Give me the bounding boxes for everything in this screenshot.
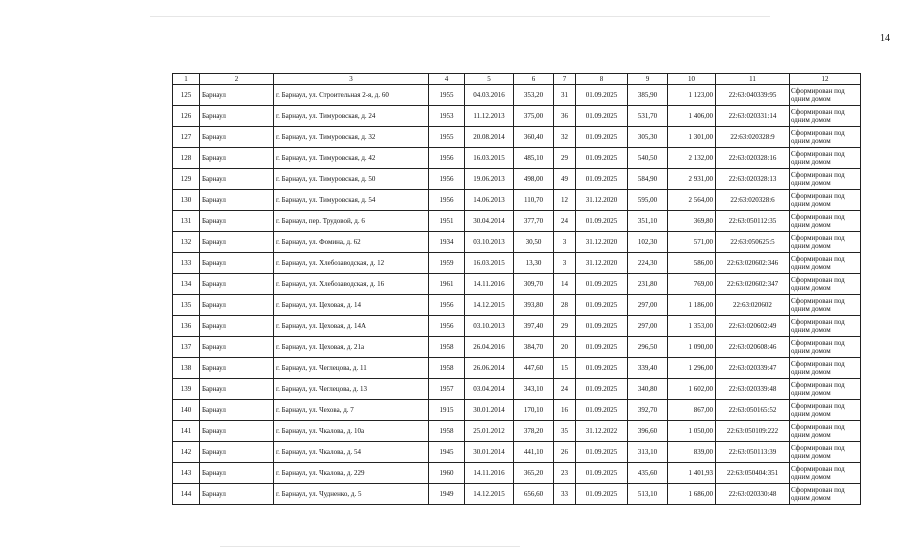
cell-row-number: 137 [173, 337, 200, 358]
cell-note: Сформирован под одним домом [790, 232, 861, 253]
cell-row-number: 129 [173, 169, 200, 190]
cell-date: 30.04.2014 [465, 211, 514, 232]
cell-address: г. Барнаул, ул. Чкалова, д. 54 [274, 442, 429, 463]
table-row [173, 148, 861, 169]
cell-note: Сформирован под одним домом [790, 400, 861, 421]
table-row [173, 316, 861, 337]
cell-deadline: 01.09.2025 [576, 484, 628, 505]
cell-deadline: 01.09.2025 [576, 274, 628, 295]
cell-area-2: 313,10 [628, 442, 668, 463]
cell-land-area: 1 296,00 [668, 358, 716, 379]
table-row [173, 484, 861, 505]
cell-settlement: Барнаул [200, 337, 274, 358]
cell-area: 485,10 [514, 148, 554, 169]
cell-deadline: 01.09.2025 [576, 169, 628, 190]
cell-cadastral-number: 22:63:020328:6 [716, 190, 790, 211]
table-row [173, 400, 861, 421]
page-number: 14 [880, 33, 890, 44]
cell-settlement: Барнаул [200, 127, 274, 148]
cell-deadline: 01.09.2025 [576, 463, 628, 484]
cell-row-number: 139 [173, 379, 200, 400]
cell-deadline: 01.09.2025 [576, 85, 628, 106]
cell-settlement: Барнаул [200, 400, 274, 421]
cell-row-number: 141 [173, 421, 200, 442]
cell-settlement: Барнаул [200, 106, 274, 127]
cell-area: 498,00 [514, 169, 554, 190]
cell-residents: 36 [554, 106, 576, 127]
cell-note: Сформирован под одним домом [790, 358, 861, 379]
cell-deadline: 01.09.2025 [576, 337, 628, 358]
cell-cadastral-number: 22:63:020328:9 [716, 127, 790, 148]
cell-residents: 20 [554, 337, 576, 358]
cell-cadastral-number: 22:63:050625:5 [716, 232, 790, 253]
cell-cadastral-number: 22:63:050404:351 [716, 463, 790, 484]
cell-residents: 16 [554, 400, 576, 421]
cell-land-area: 1 123,00 [668, 85, 716, 106]
cell-date: 14.11.2016 [465, 463, 514, 484]
cell-land-area: 2 931,00 [668, 169, 716, 190]
cell-area: 384,70 [514, 337, 554, 358]
cell-area-2: 224,30 [628, 253, 668, 274]
cell-build-year: 1953 [429, 106, 465, 127]
cell-row-number: 131 [173, 211, 200, 232]
cell-build-year: 1945 [429, 442, 465, 463]
cell-note: Сформирован под одним домом [790, 274, 861, 295]
cell-date: 16.03.2015 [465, 148, 514, 169]
cell-land-area: 867,00 [668, 400, 716, 421]
cell-row-number: 132 [173, 232, 200, 253]
cell-cadastral-number: 22:63:020608:46 [716, 337, 790, 358]
cell-row-number: 128 [173, 148, 200, 169]
cell-date: 26.06.2014 [465, 358, 514, 379]
cell-cadastral-number: 22:63:020602:49 [716, 316, 790, 337]
cell-deadline: 01.09.2025 [576, 295, 628, 316]
cell-address: г. Барнаул, ул. Фомина, д. 62 [274, 232, 429, 253]
cell-residents: 14 [554, 274, 576, 295]
cell-area-2: 396,60 [628, 421, 668, 442]
cell-area-2: 339,40 [628, 358, 668, 379]
cell-note: Сформирован под одним домом [790, 379, 861, 400]
table-row [173, 337, 861, 358]
cell-build-year: 1957 [429, 379, 465, 400]
cell-area-2: 540,50 [628, 148, 668, 169]
cell-residents: 15 [554, 358, 576, 379]
cell-area: 13,30 [514, 253, 554, 274]
cell-deadline: 01.09.2025 [576, 358, 628, 379]
cell-date: 03.10.2013 [465, 316, 514, 337]
cell-area: 353,20 [514, 85, 554, 106]
cell-land-area: 1 406,00 [668, 106, 716, 127]
cell-area: 375,00 [514, 106, 554, 127]
cell-row-number: 136 [173, 316, 200, 337]
cell-land-area: 1 186,00 [668, 295, 716, 316]
cell-address: г. Барнаул, ул. Цеховая, д. 14 [274, 295, 429, 316]
table-row [173, 253, 861, 274]
cell-cadastral-number: 22:63:020602:346 [716, 253, 790, 274]
column-header-2: 2 [200, 74, 274, 85]
cell-date: 14.11.2016 [465, 274, 514, 295]
cell-land-area: 1 353,00 [668, 316, 716, 337]
cell-note: Сформирован под одним домом [790, 169, 861, 190]
cell-land-area: 769,00 [668, 274, 716, 295]
column-header-8: 8 [576, 74, 628, 85]
cell-date: 04.03.2016 [465, 85, 514, 106]
table-row [173, 232, 861, 253]
cell-area-2: 385,90 [628, 85, 668, 106]
cell-date: 25.01.2012 [465, 421, 514, 442]
cell-residents: 49 [554, 169, 576, 190]
cell-cadastral-number: 22:63:050165:52 [716, 400, 790, 421]
cell-date: 03.10.2013 [465, 232, 514, 253]
cell-address: г. Барнаул, ул. Тимуровская, д. 24 [274, 106, 429, 127]
column-header-1: 1 [173, 74, 200, 85]
cell-date: 30.01.2014 [465, 442, 514, 463]
cell-date: 11.12.2013 [465, 106, 514, 127]
cell-deadline: 01.09.2025 [576, 400, 628, 421]
table-row [173, 463, 861, 484]
cell-area-2: 392,70 [628, 400, 668, 421]
cell-date: 20.08.2014 [465, 127, 514, 148]
cell-area-2: 531,70 [628, 106, 668, 127]
cell-note: Сформирован под одним домом [790, 211, 861, 232]
cell-residents: 12 [554, 190, 576, 211]
scan-artifact-line [220, 546, 520, 547]
cell-settlement: Барнаул [200, 358, 274, 379]
cell-area: 170,10 [514, 400, 554, 421]
cell-row-number: 143 [173, 463, 200, 484]
cell-area-2: 297,00 [628, 316, 668, 337]
cell-note: Сформирован под одним домом [790, 190, 861, 211]
cell-settlement: Барнаул [200, 190, 274, 211]
column-header-11: 11 [716, 74, 790, 85]
cell-row-number: 140 [173, 400, 200, 421]
cell-address: г. Барнаул, ул. Чеглецова, д. 11 [274, 358, 429, 379]
cell-address: г. Барнаул, ул. Цеховая, д. 21а [274, 337, 429, 358]
cell-area: 393,80 [514, 295, 554, 316]
cell-land-area: 369,80 [668, 211, 716, 232]
cell-land-area: 1 050,00 [668, 421, 716, 442]
cell-land-area: 1 401,93 [668, 463, 716, 484]
column-header-9: 9 [628, 74, 668, 85]
table-row [173, 169, 861, 190]
cell-cadastral-number: 22:63:020339:48 [716, 379, 790, 400]
cell-date: 14.12.2015 [465, 484, 514, 505]
cell-row-number: 135 [173, 295, 200, 316]
cell-land-area: 839,00 [668, 442, 716, 463]
cell-build-year: 1956 [429, 295, 465, 316]
cell-address: г. Барнаул, ул. Тимуровская, д. 32 [274, 127, 429, 148]
cell-settlement: Барнаул [200, 295, 274, 316]
cell-cadastral-number: 22:63:020330:48 [716, 484, 790, 505]
cell-residents: 33 [554, 484, 576, 505]
cell-build-year: 1961 [429, 274, 465, 295]
table-row [173, 106, 861, 127]
column-header-4: 4 [429, 74, 465, 85]
cell-residents: 3 [554, 253, 576, 274]
cell-row-number: 126 [173, 106, 200, 127]
table-row [173, 274, 861, 295]
column-number-row [173, 74, 861, 85]
cell-note: Сформирован под одним домом [790, 295, 861, 316]
cell-area: 343,10 [514, 379, 554, 400]
cell-cadastral-number: 22:63:020331:14 [716, 106, 790, 127]
table-row [173, 295, 861, 316]
cell-date: 14.12.2015 [465, 295, 514, 316]
cell-area-2: 340,80 [628, 379, 668, 400]
cell-deadline: 31.12.2022 [576, 421, 628, 442]
cell-row-number: 125 [173, 85, 200, 106]
cell-cadastral-number: 22:63:050113:39 [716, 442, 790, 463]
cell-cadastral-number: 22:63:020339:47 [716, 358, 790, 379]
cell-build-year: 1956 [429, 316, 465, 337]
cell-settlement: Барнаул [200, 379, 274, 400]
table-row [173, 211, 861, 232]
cell-date: 16.03.2015 [465, 253, 514, 274]
cell-address: г. Барнаул, ул. Чеглецова, д. 13 [274, 379, 429, 400]
table-row [173, 421, 861, 442]
cell-build-year: 1955 [429, 127, 465, 148]
cell-cadastral-number: 22:63:020328:16 [716, 148, 790, 169]
cell-row-number: 130 [173, 190, 200, 211]
cell-land-area: 2 564,00 [668, 190, 716, 211]
cell-area: 30,50 [514, 232, 554, 253]
cell-area: 309,70 [514, 274, 554, 295]
cell-residents: 3 [554, 232, 576, 253]
cell-address: г. Барнаул, ул. Тимуровская, д. 54 [274, 190, 429, 211]
cell-settlement: Барнаул [200, 85, 274, 106]
cell-settlement: Барнаул [200, 148, 274, 169]
cell-settlement: Барнаул [200, 253, 274, 274]
cell-deadline: 31.12.2020 [576, 232, 628, 253]
cell-settlement: Барнаул [200, 316, 274, 337]
cell-residents: 28 [554, 295, 576, 316]
column-header-7: 7 [554, 74, 576, 85]
cell-area: 397,40 [514, 316, 554, 337]
registry-table [172, 73, 861, 505]
cell-address: г. Барнаул, ул. Хлебозаводская, д. 16 [274, 274, 429, 295]
cell-deadline: 31.12.2020 [576, 253, 628, 274]
cell-residents: 24 [554, 211, 576, 232]
cell-residents: 26 [554, 442, 576, 463]
cell-area-2: 513,10 [628, 484, 668, 505]
cell-land-area: 1 602,00 [668, 379, 716, 400]
cell-residents: 31 [554, 85, 576, 106]
cell-note: Сформирован под одним домом [790, 421, 861, 442]
cell-build-year: 1951 [429, 211, 465, 232]
cell-settlement: Барнаул [200, 442, 274, 463]
cell-address: г. Барнаул, ул. Чкалова, д. 10а [274, 421, 429, 442]
cell-cadastral-number: 22:63:050112:35 [716, 211, 790, 232]
registry-sheet [172, 73, 861, 505]
cell-cadastral-number: 22:63:020602 [716, 295, 790, 316]
cell-note: Сформирован под одним домом [790, 106, 861, 127]
cell-note: Сформирован под одним домом [790, 463, 861, 484]
cell-date: 30.01.2014 [465, 400, 514, 421]
cell-build-year: 1955 [429, 85, 465, 106]
column-header-5: 5 [465, 74, 514, 85]
cell-note: Сформирован под одним домом [790, 316, 861, 337]
cell-residents: 32 [554, 127, 576, 148]
table-body [173, 85, 861, 505]
cell-build-year: 1915 [429, 400, 465, 421]
cell-settlement: Барнаул [200, 421, 274, 442]
cell-note: Сформирован под одним домом [790, 148, 861, 169]
cell-area: 656,60 [514, 484, 554, 505]
cell-deadline: 01.09.2025 [576, 316, 628, 337]
cell-land-area: 586,00 [668, 253, 716, 274]
cell-cadastral-number: 22:63:040339:95 [716, 85, 790, 106]
cell-residents: 35 [554, 421, 576, 442]
cell-residents: 29 [554, 316, 576, 337]
table-row [173, 379, 861, 400]
cell-area-2: 595,00 [628, 190, 668, 211]
cell-settlement: Барнаул [200, 274, 274, 295]
cell-build-year: 1956 [429, 148, 465, 169]
cell-build-year: 1949 [429, 484, 465, 505]
cell-row-number: 133 [173, 253, 200, 274]
cell-settlement: Барнаул [200, 169, 274, 190]
cell-build-year: 1956 [429, 190, 465, 211]
cell-area-2: 231,80 [628, 274, 668, 295]
cell-address: г. Барнаул, ул. Строительная 2-я, д. 60 [274, 85, 429, 106]
cell-row-number: 144 [173, 484, 200, 505]
table-row [173, 358, 861, 379]
cell-area-2: 435,60 [628, 463, 668, 484]
cell-note: Сформирован под одним домом [790, 484, 861, 505]
table-row [173, 190, 861, 211]
cell-residents: 29 [554, 148, 576, 169]
cell-note: Сформирован под одним домом [790, 127, 861, 148]
cell-address: г. Барнаул, ул. Тимуровская, д. 50 [274, 169, 429, 190]
cell-row-number: 138 [173, 358, 200, 379]
cell-land-area: 1 686,00 [668, 484, 716, 505]
cell-address: г. Барнаул, ул. Чудненко, д. 5 [274, 484, 429, 505]
table-row [173, 442, 861, 463]
cell-deadline: 01.09.2025 [576, 148, 628, 169]
cell-date: 26.04.2016 [465, 337, 514, 358]
cell-build-year: 1934 [429, 232, 465, 253]
cell-area-2: 584,90 [628, 169, 668, 190]
column-header-3: 3 [274, 74, 429, 85]
cell-residents: 23 [554, 463, 576, 484]
cell-area-2: 297,00 [628, 295, 668, 316]
cell-note: Сформирован под одним домом [790, 253, 861, 274]
cell-area: 378,20 [514, 421, 554, 442]
cell-area: 360,40 [514, 127, 554, 148]
column-header-6: 6 [514, 74, 554, 85]
cell-address: г. Барнаул, ул. Чехова, д. 7 [274, 400, 429, 421]
cell-area-2: 305,30 [628, 127, 668, 148]
cell-address: г. Барнаул, ул. Тимуровская, д. 42 [274, 148, 429, 169]
cell-area: 377,70 [514, 211, 554, 232]
cell-date: 14.06.2013 [465, 190, 514, 211]
cell-build-year: 1956 [429, 169, 465, 190]
cell-area: 441,10 [514, 442, 554, 463]
cell-note: Сформирован под одним домом [790, 337, 861, 358]
cell-cadastral-number: 22:63:020602:347 [716, 274, 790, 295]
cell-row-number: 127 [173, 127, 200, 148]
cell-date: 19.06.2013 [465, 169, 514, 190]
cell-deadline: 01.09.2025 [576, 211, 628, 232]
cell-build-year: 1958 [429, 337, 465, 358]
cell-area-2: 296,50 [628, 337, 668, 358]
cell-residents: 24 [554, 379, 576, 400]
cell-build-year: 1958 [429, 358, 465, 379]
cell-land-area: 571,00 [668, 232, 716, 253]
cell-area: 447,60 [514, 358, 554, 379]
cell-settlement: Барнаул [200, 232, 274, 253]
column-header-12: 12 [790, 74, 861, 85]
cell-deadline: 31.12.2020 [576, 190, 628, 211]
cell-land-area: 1 090,00 [668, 337, 716, 358]
cell-row-number: 134 [173, 274, 200, 295]
cell-land-area: 1 301,00 [668, 127, 716, 148]
cell-deadline: 01.09.2025 [576, 442, 628, 463]
cell-deadline: 01.09.2025 [576, 106, 628, 127]
cell-deadline: 01.09.2025 [576, 127, 628, 148]
cell-settlement: Барнаул [200, 484, 274, 505]
cell-build-year: 1958 [429, 421, 465, 442]
cell-row-number: 142 [173, 442, 200, 463]
cell-settlement: Барнаул [200, 463, 274, 484]
cell-note: Сформирован под одним домом [790, 442, 861, 463]
table-row [173, 127, 861, 148]
cell-build-year: 1960 [429, 463, 465, 484]
cell-area-2: 102,30 [628, 232, 668, 253]
cell-settlement: Барнаул [200, 211, 274, 232]
cell-deadline: 01.09.2025 [576, 379, 628, 400]
cell-address: г. Барнаул, ул. Цеховая, д. 14А [274, 316, 429, 337]
cell-area: 365,20 [514, 463, 554, 484]
cell-note: Сформирован под одним домом [790, 85, 861, 106]
scan-artifact-line [150, 16, 770, 17]
cell-address: г. Барнаул, пер. Трудовой, д. 6 [274, 211, 429, 232]
cell-cadastral-number: 22:63:050109:222 [716, 421, 790, 442]
column-header-10: 10 [668, 74, 716, 85]
table-row [173, 85, 861, 106]
cell-date: 03.04.2014 [465, 379, 514, 400]
cell-area-2: 351,10 [628, 211, 668, 232]
cell-address: г. Барнаул, ул. Чкалова, д. 229 [274, 463, 429, 484]
cell-area: 110,70 [514, 190, 554, 211]
cell-land-area: 2 132,00 [668, 148, 716, 169]
cell-address: г. Барнаул, ул. Хлебозаводская, д. 12 [274, 253, 429, 274]
cell-build-year: 1959 [429, 253, 465, 274]
cell-cadastral-number: 22:63:020328:13 [716, 169, 790, 190]
